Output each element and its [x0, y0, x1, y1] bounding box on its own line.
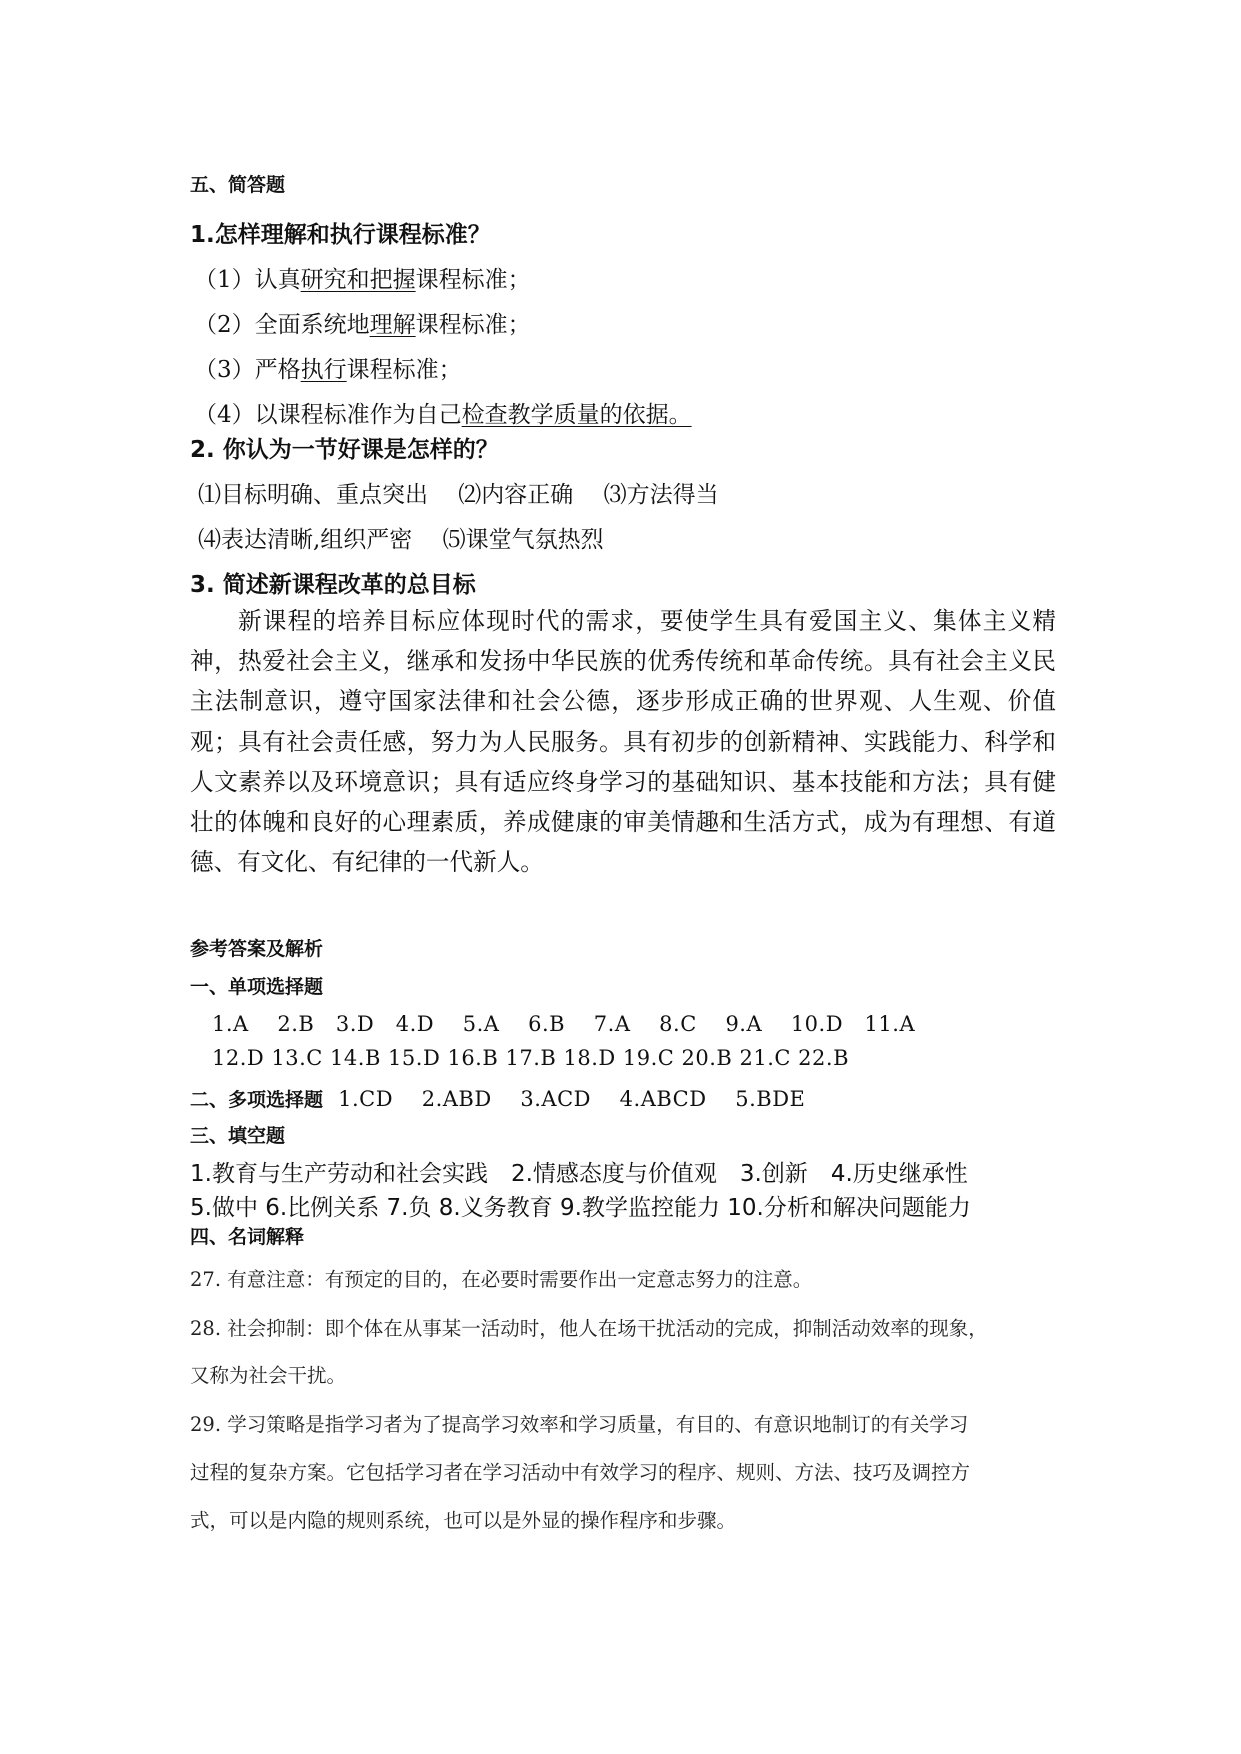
q1-item-4 [194, 396, 692, 429]
q1-item-1 [194, 261, 531, 294]
q2-line-1: ⑴目标明确、重点突出 ⑵内容正确 ⑶方法得当 [198, 482, 719, 508]
term-28-line-2: 又称为社会干扰。 [190, 1364, 347, 1387]
term-29-line-2: 过程的复杂方案。它包括学习者在学习活动中有效学习的程序、规则、方法、技巧及调控方 [190, 1461, 971, 1484]
q3-body-paragraph: 新课程的培养目标应体现时代的需求，要使学生具有爱国主义、集体主义精神，热爱社会主义，继承和发扬中华民族的优秀传统和革命传统。具有社会主义民主法制意识，遵守国家法律和社会公德，逐步形成正确的世界观、人生观、价值观；具有社会责任感，努力为人民服务。具有初步的创新精神、实践能力、科学和人文素养以及环境意识；具有适应终身学习的基础知识、基本技能和方法；具有健壮的体魄和良好的心理素质，养成健康的审美情趣和生活方式，成为有理想、有道德、有文化、有纪律的一代新人。 [190, 607, 1056, 877]
question-2-title: 2. 你认为一节好课是怎样的？ [190, 437, 499, 463]
q1-item-3 [194, 351, 462, 384]
fill-blank-title: 三、填空题 [190, 1125, 286, 1147]
q2-line-2: ⑷表达清晰,组织严密 ⑸课堂气氛热烈 [198, 527, 604, 553]
q1-item-4-pre: （4）以课程标准作为自己 [194, 402, 462, 428]
multi-choice-title: 二、多项选择题 [190, 1089, 324, 1111]
q1-item-3-pre: （3）严格 [194, 357, 301, 383]
fill-blank-answers-line-2: 5.做中 6.比例关系 7.负 8.义务教育 9.教学监控能力 10.分析和解决问题能力 [190, 1195, 971, 1221]
q1-item-3-underlined: 执行 [300, 357, 347, 383]
single-choice-answers-line-2: 12.D 13.C 14.B 15.D 16.B 17.B 18.D 19.C 20.B 21.C 22.B [212, 1046, 849, 1070]
q1-item-1-underlined: 研究和把握 [300, 267, 416, 293]
q1-item-2-post: 课程标准； [415, 312, 531, 338]
term-29-line-3: 式，可以是内隐的规则系统，也可以是外显的操作程序和步骤。 [190, 1509, 737, 1532]
q1-item-2-underlined: 理解 [369, 312, 416, 338]
question-3-title: 3. 简述新课程改革的总目标 [190, 572, 476, 598]
term-definition-title: 四、名词解释 [190, 1226, 305, 1248]
q1-item-4-underlined: 检查教学质量的依据。 [461, 402, 692, 428]
single-choice-answers-line-1: 1.A 2.B 3.D 4.D 5.A 6.B 7.A 8.C 9.A 10.D 11.A [212, 1012, 916, 1036]
term-29-line-1: 29. 学习策略是指学习者为了提高学习效率和学习质量，有目的、有意识地制订的有关学习 [190, 1413, 969, 1436]
fill-blank-answers-line-1: 1.教育与生产劳动和社会实践 2.情感态度与价值观 3.创新 4.历史继承性 [190, 1161, 968, 1187]
q1-item-1-post: 课程标准； [415, 267, 531, 293]
term-27: 27. 有意注意：有预定的目的，在必要时需要作出一定意志努力的注意。 [190, 1268, 813, 1291]
term-28-line-1: 28. 社会抑制：即个体在从事某一活动时，他人在场干扰活动的完成，抑制活动效率的现象， [190, 1317, 988, 1340]
single-choice-title: 一、单项选择题 [190, 976, 324, 998]
multi-choice-row [190, 1083, 805, 1113]
q1-item-2-pre: （2）全面系统地 [194, 312, 370, 338]
question-1-title: 1.怎样理解和执行课程标准？ [190, 222, 491, 248]
section-title-short-answer: 五、简答题 [190, 174, 286, 196]
q1-item-3-post: 课程标准； [346, 357, 462, 383]
q1-item-1-pre: （1）认真 [194, 267, 301, 293]
multi-choice-answers: 1.CD 2.ABD 3.ACD 4.ABCD 5.BDE [338, 1087, 806, 1111]
q1-item-2 [194, 306, 531, 339]
answers-title: 参考答案及解析 [190, 938, 324, 960]
